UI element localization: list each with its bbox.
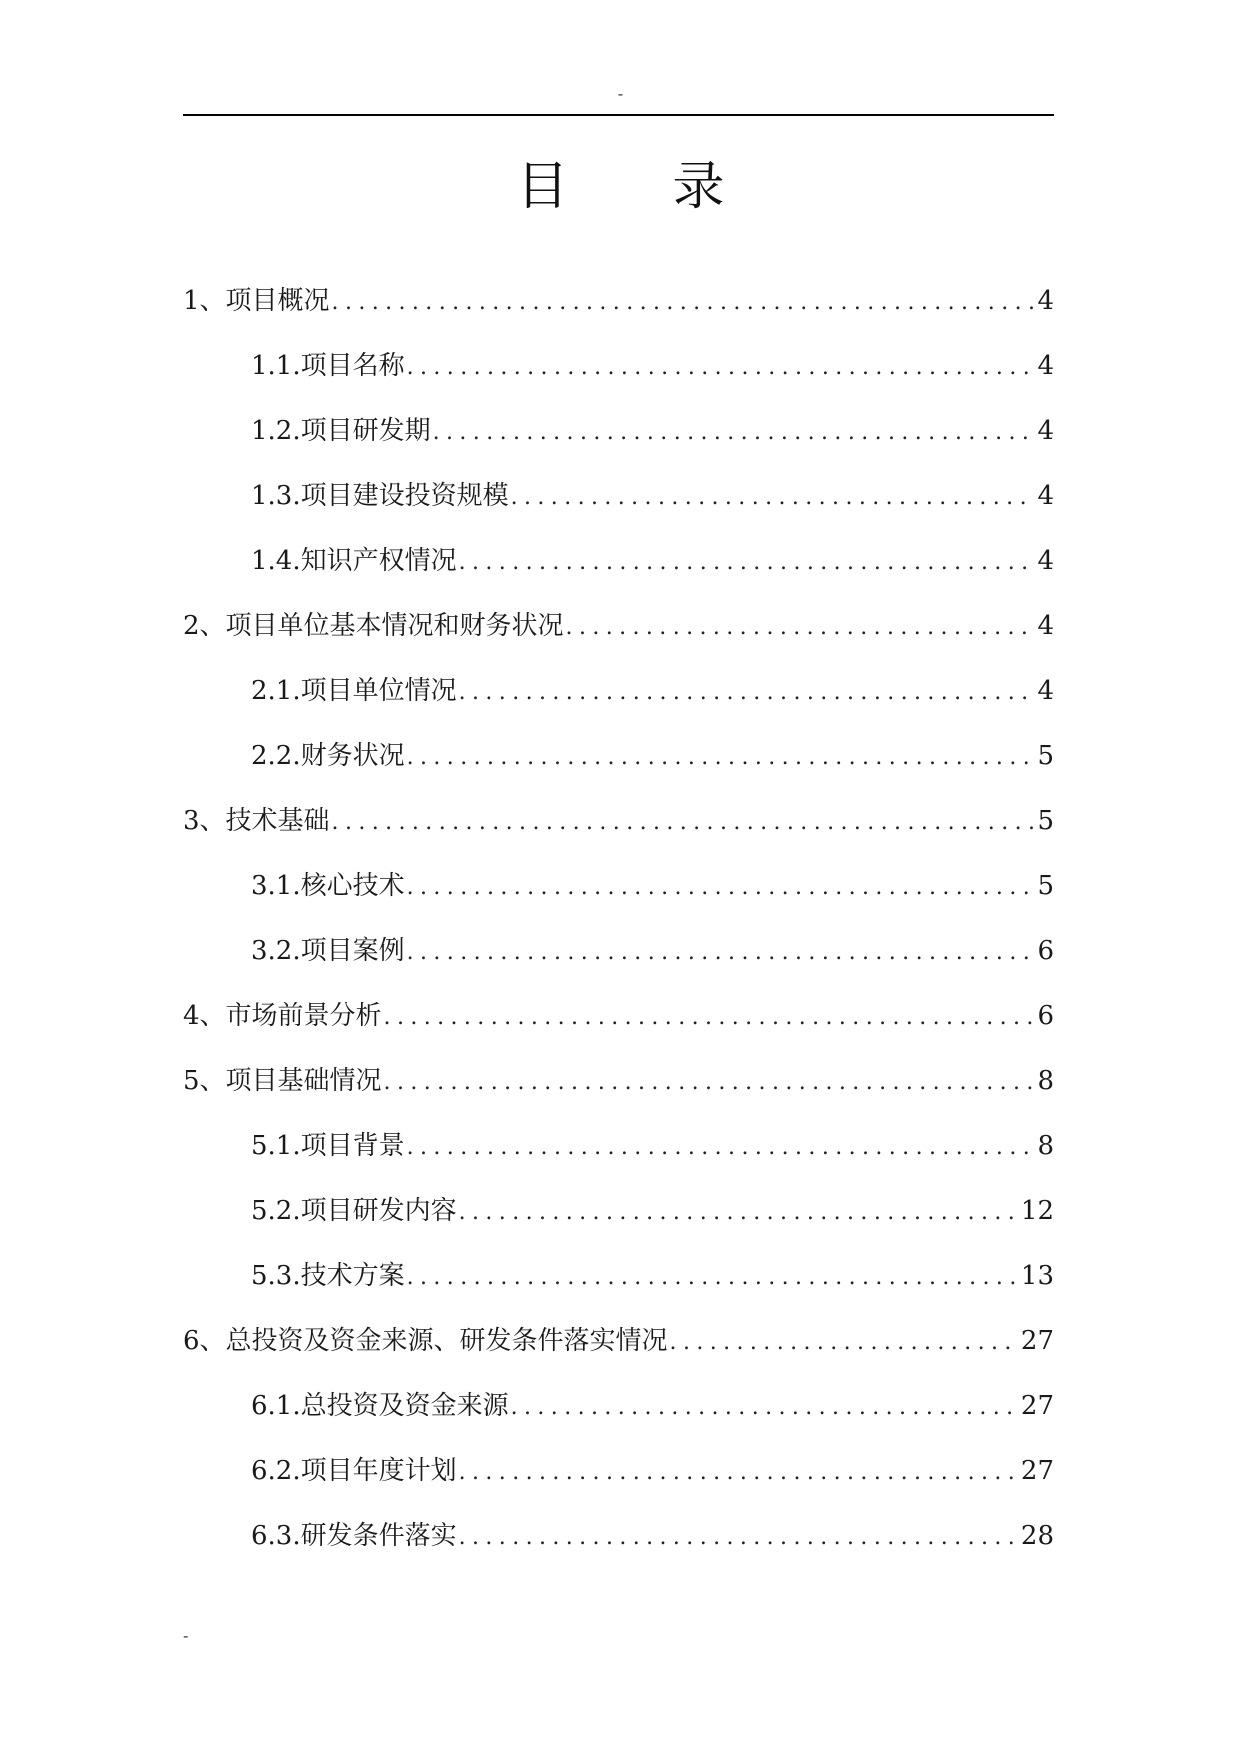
toc-page-number: 27 (1020, 1455, 1054, 1486)
toc-entry-title: 2、项目单位基本情况和财务状况 (183, 610, 564, 641)
toc-page-number: 12 (1020, 1195, 1054, 1226)
header-rule (183, 114, 1054, 116)
toc-subsection-entry[interactable] (183, 853, 1054, 918)
toc-page-number: 8 (1037, 1130, 1054, 1161)
toc-entry-title: 3.2.项目案例 (251, 935, 405, 966)
toc-page-number: 27 (1020, 1390, 1054, 1421)
toc-page-number: 13 (1020, 1260, 1054, 1291)
toc-section-entry[interactable] (183, 1048, 1054, 1113)
title-char-2: 录 (672, 157, 725, 217)
toc-dot-leader (407, 1257, 1019, 1295)
toc-dot-leader (407, 932, 1036, 970)
toc-subsection-entry[interactable] (183, 1243, 1054, 1308)
toc-entry-title: 6.2.项目年度计划 (251, 1455, 457, 1486)
toc-page-number: 5 (1037, 870, 1054, 901)
toc-dot-leader (459, 1517, 1019, 1555)
toc-page-number: 5 (1037, 805, 1054, 836)
toc-section-entry[interactable] (183, 788, 1054, 853)
toc-dot-leader (511, 477, 1036, 515)
toc-subsection-entry[interactable] (183, 398, 1054, 463)
toc-page-number: 6 (1037, 1000, 1054, 1031)
toc-entry-title: 1、项目概况 (183, 285, 330, 316)
toc-entry-title: 3、技术基础 (183, 805, 330, 836)
toc-page-number: 27 (1020, 1325, 1054, 1356)
toc-dot-leader (407, 737, 1036, 775)
toc-section-entry[interactable] (183, 983, 1054, 1048)
toc-subsection-entry[interactable] (183, 1503, 1054, 1568)
toc-dot-leader (459, 1192, 1019, 1230)
toc-dot-leader (566, 607, 1036, 645)
toc-subsection-entry[interactable] (183, 1373, 1054, 1438)
toc-entry-title: 6、总投资及资金来源、研发条件落实情况 (183, 1325, 668, 1356)
page-header-mark: - (617, 84, 624, 103)
toc-page-number: 28 (1020, 1520, 1054, 1551)
toc-subsection-entry[interactable] (183, 1178, 1054, 1243)
toc-entry-title: 2.2.财务状况 (251, 740, 405, 771)
toc-subsection-entry[interactable] (183, 1113, 1054, 1178)
title-char-1: 目 (516, 157, 569, 217)
toc-entry-title: 1.2.项目研发期 (251, 415, 431, 446)
toc-entry-title: 1.4.知识产权情况 (251, 545, 457, 576)
toc-dot-leader (407, 1127, 1036, 1165)
toc-page-number: 4 (1037, 545, 1054, 576)
toc-entry-title: 5.2.项目研发内容 (251, 1195, 457, 1226)
toc-subsection-entry[interactable] (183, 723, 1054, 788)
table-of-contents (183, 268, 1054, 1568)
toc-dot-leader (511, 1387, 1019, 1425)
toc-page-number: 6 (1037, 935, 1054, 966)
toc-page-number: 4 (1037, 285, 1054, 316)
toc-dot-leader (332, 282, 1036, 320)
toc-entry-title: 3.1.核心技术 (251, 870, 405, 901)
toc-subsection-entry[interactable] (183, 463, 1054, 528)
toc-dot-leader (459, 672, 1036, 710)
toc-dot-leader (433, 412, 1036, 450)
toc-section-entry[interactable] (183, 1308, 1054, 1373)
toc-entry-title: 5、项目基础情况 (183, 1065, 382, 1096)
toc-page-number: 4 (1037, 415, 1054, 446)
toc-dot-leader (384, 1062, 1036, 1100)
toc-subsection-entry[interactable] (183, 918, 1054, 983)
toc-entry-title: 4、市场前景分析 (183, 1000, 382, 1031)
page-title (0, 152, 1241, 222)
toc-page-number: 4 (1037, 610, 1054, 641)
toc-subsection-entry[interactable] (183, 1438, 1054, 1503)
toc-section-entry[interactable] (183, 268, 1054, 333)
toc-page-number: 4 (1037, 480, 1054, 511)
toc-entry-title: 2.1.项目单位情况 (251, 675, 457, 706)
toc-subsection-entry[interactable] (183, 333, 1054, 398)
toc-page-number: 4 (1037, 675, 1054, 706)
toc-subsection-entry[interactable] (183, 658, 1054, 723)
toc-entry-title: 1.1.项目名称 (251, 350, 405, 381)
toc-dot-leader (407, 867, 1036, 905)
toc-page-number: 4 (1037, 350, 1054, 381)
toc-entry-title: 5.1.项目背景 (251, 1130, 405, 1161)
toc-dot-leader (384, 997, 1036, 1035)
toc-subsection-entry[interactable] (183, 528, 1054, 593)
toc-dot-leader (407, 347, 1036, 385)
page-footer-mark: - (183, 1626, 189, 1645)
toc-entry-title: 1.3.项目建设投资规模 (251, 480, 509, 511)
toc-dot-leader (332, 802, 1036, 840)
toc-page-number: 8 (1037, 1065, 1054, 1096)
toc-dot-leader (459, 1452, 1019, 1490)
toc-entry-title: 5.3.技术方案 (251, 1260, 405, 1291)
toc-page-number: 5 (1037, 740, 1054, 771)
toc-entry-title: 6.1.总投资及资金来源 (251, 1390, 509, 1421)
toc-section-entry[interactable] (183, 593, 1054, 658)
toc-dot-leader (670, 1322, 1019, 1360)
toc-entry-title: 6.3.研发条件落实 (251, 1520, 457, 1551)
toc-dot-leader (459, 542, 1036, 580)
